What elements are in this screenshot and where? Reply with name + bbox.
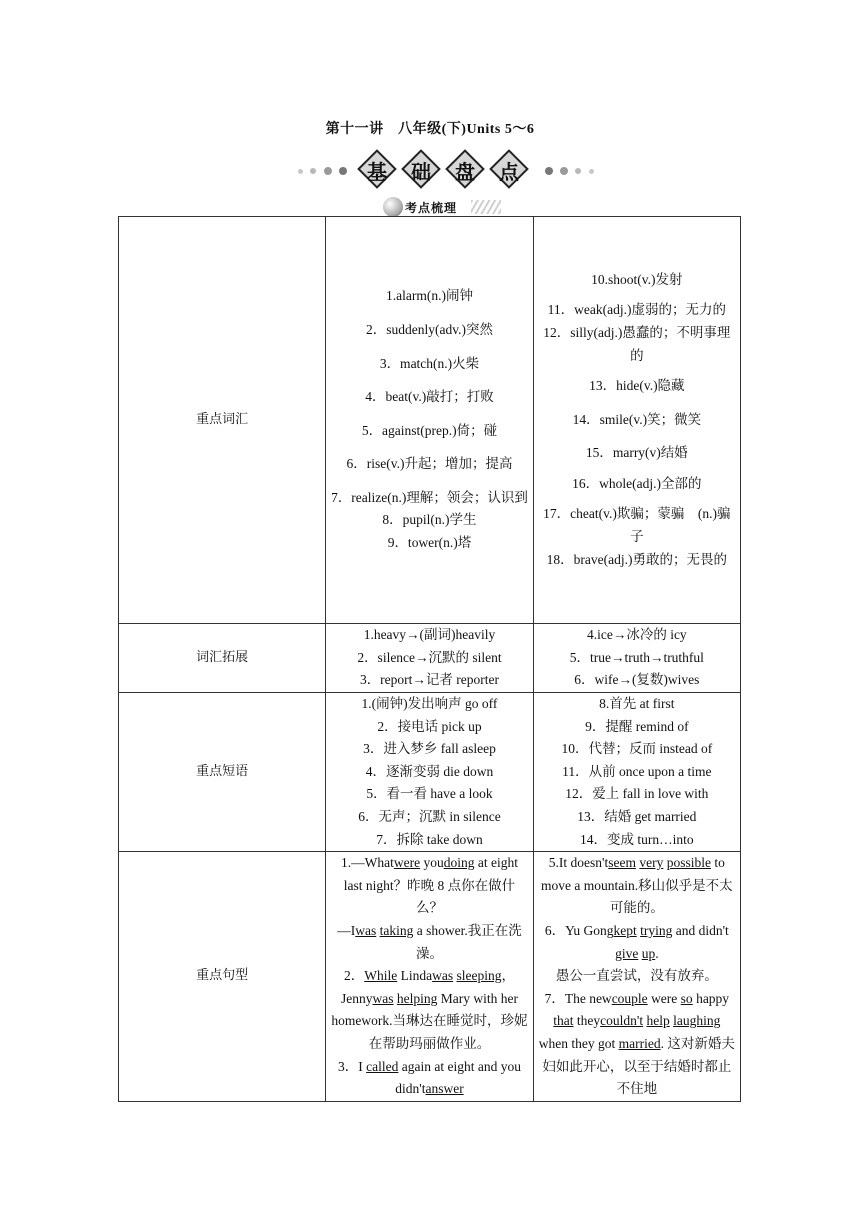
expansion-right-cell <box>533 624 740 693</box>
banner-dot <box>545 167 553 175</box>
list-item: 5．true→truth→truthful <box>569 649 704 665</box>
list-item: 6．rise(v.)升起；增加；提高 <box>346 456 513 472</box>
decorative-stripes <box>471 200 501 214</box>
list-item: 4．beat(v.)敲打；打败 <box>365 389 494 405</box>
list-item: 7．拆除 take down <box>376 831 483 847</box>
list-item: 5．看一看 have a look <box>366 786 493 802</box>
summary-table <box>118 216 741 1102</box>
table-row <box>119 217 741 624</box>
list-item: 6．无声；沉默 in silence <box>358 808 501 824</box>
sentence-1: 1.—Whatwere youdoing at eight last night？昨晚 8 点你在做什么？ <box>340 855 518 916</box>
list-item: 16．whole(adj.)全部的 <box>572 475 702 491</box>
section-banner <box>298 150 598 192</box>
list-item: 15．marry(v)结婚 <box>585 445 688 461</box>
banner-dot <box>298 169 303 174</box>
row-category: 重点词汇 <box>119 217 326 624</box>
banner-dot <box>575 168 581 174</box>
page-title: 第十一讲 八年级(下)Units 5～6 <box>325 122 535 137</box>
list-item: 13．结婚 get married <box>577 808 697 824</box>
list-item: 2．silence→沉默的 silent <box>357 649 502 665</box>
banner-diamond-1: 基 <box>360 152 394 186</box>
list-item: 14．变成 turn…into <box>580 831 694 847</box>
list-item: 9．提醒 remind of <box>585 718 689 734</box>
banner-dot <box>324 167 332 175</box>
sentences-left-cell <box>326 852 533 1102</box>
list-item: 13．hide(v.)隐藏 <box>589 378 685 394</box>
list-item: 3．report→记者 reporter <box>359 672 500 688</box>
sentence-7: 7．The newcouple were so happy that theycouldn't help laughing when they got married. 这对新婚夫妇如此开心，以至于结婚时都止不住地 <box>538 990 735 1097</box>
list-item: 8．pupil(n.)学生 <box>382 512 477 528</box>
list-item: 12．爱上 fall in love with <box>565 786 709 802</box>
table-row <box>119 693 741 852</box>
sentences-right-cell <box>533 852 740 1102</box>
subsection-tag <box>383 196 501 218</box>
row-category: 重点句型 <box>119 852 326 1102</box>
list-item: 1.(闹钟)发出响声 go off <box>361 696 498 711</box>
phrases-right-cell <box>533 693 740 852</box>
sentence-3: 3．I called again at eight and you didn'tanswer <box>338 1058 521 1097</box>
list-item: 17．cheat(v.)欺骗；蒙骗 (n.)骗子 <box>543 506 731 545</box>
list-item: 10．代替；反而 instead of <box>561 741 713 757</box>
list-item: 14．smile(v.)笑；微笑 <box>572 411 702 427</box>
row-category: 重点短语 <box>119 693 326 852</box>
sentence-1-answer: —Iwas taking a shower.我正在洗澡。 <box>337 922 522 961</box>
banner-dot <box>589 169 594 174</box>
banner-dot <box>339 167 347 175</box>
list-item: 18．brave(adj.)勇敢的；无畏的 <box>546 551 727 567</box>
list-item: 1.alarm(n.)闹钟 <box>386 288 473 304</box>
list-item: 7．realize(n.)理解；领会；认识到 <box>331 489 528 505</box>
sentence-5: 5.It doesn'tseem very possible to move a mountain.移山似乎是不太可能的。 <box>541 855 733 916</box>
row-category: 词汇拓展 <box>119 624 326 693</box>
phrases-left-cell <box>326 693 533 852</box>
list-item: 2．suddenly(adv.)突然 <box>366 321 493 337</box>
list-item: 3．进入梦乡 fall asleep <box>363 741 496 757</box>
list-item: 8.首先 at first <box>599 696 675 711</box>
sphere-icon <box>383 197 403 217</box>
list-item: 3．match(n.)火柴 <box>379 355 480 371</box>
list-item: 10.shoot(v.)发射 <box>591 271 683 287</box>
vocab-right-cell <box>533 217 740 624</box>
vocab-left-cell <box>326 217 533 624</box>
banner-diamond-4: 点 <box>492 152 526 186</box>
expansion-left-cell <box>326 624 533 693</box>
list-item: 12．silly(adj.)愚蠢的；不明事理的 <box>543 324 731 363</box>
sentence-6-translation: 愚公一直尝试，没有放弃。 <box>555 968 718 984</box>
sentence-6: 6．Yu Gongkept trying and didn't give up. <box>544 922 729 961</box>
list-item: 2．接电话 pick up <box>377 718 482 734</box>
list-item: 4．逐渐变弱 die down <box>365 763 494 779</box>
list-item: 5．against(prep.)倚；碰 <box>361 422 498 438</box>
banner-dot <box>560 167 568 175</box>
list-item: 11．从前 once upon a time <box>562 763 712 779</box>
list-item: 6．wife→(复数)wives <box>574 672 700 688</box>
list-item: 11．weak(adj.)虚弱的；无力的 <box>547 302 726 318</box>
banner-dot <box>310 168 316 174</box>
sentence-2: 2．While Lindawas sleeping，Jennywas helping Mary with her homework.当琳达在睡觉时，珍妮在帮助玛丽做作业。 <box>331 968 528 1051</box>
banner-diamond-3: 盘 <box>448 152 482 186</box>
table-row <box>119 852 741 1102</box>
list-item: 1.heavy→(副词)heavily <box>363 627 496 643</box>
table-row <box>119 624 741 693</box>
banner-diamond-2: 础 <box>404 152 438 186</box>
list-item: 4.ice→冰冷的 icy <box>586 627 687 643</box>
list-item: 9．tower(n.)塔 <box>387 535 472 551</box>
subsection-label: 考点梳理 <box>405 201 458 215</box>
